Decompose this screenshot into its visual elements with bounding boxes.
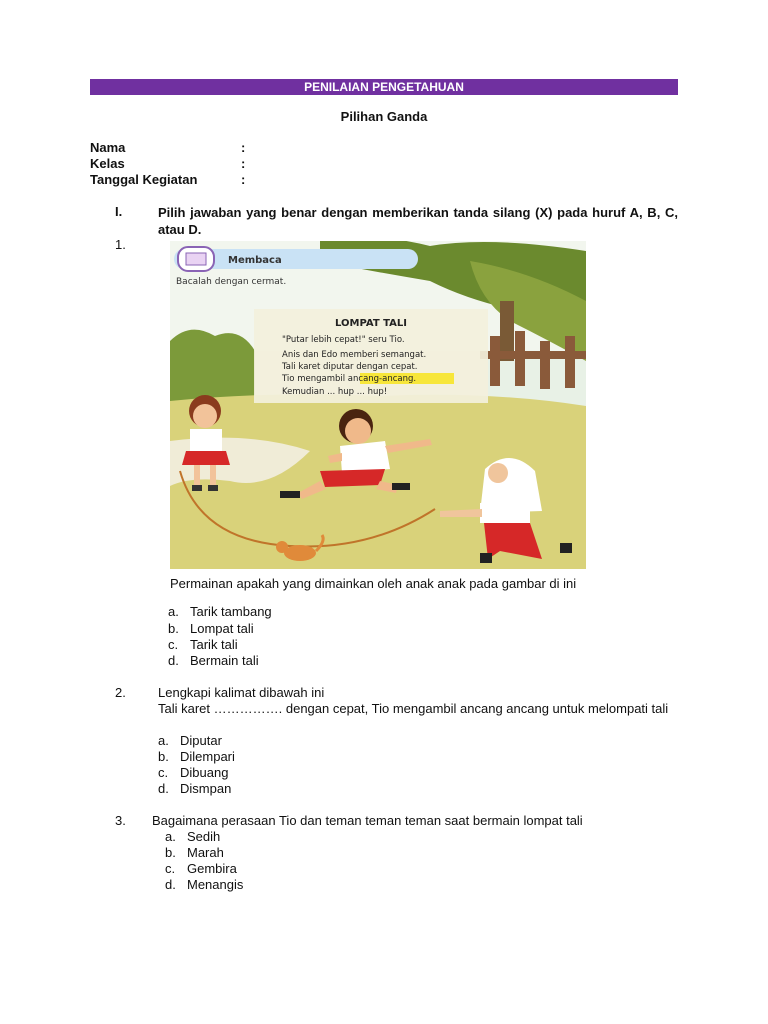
option-text: Dibuang bbox=[180, 765, 229, 780]
story-line-2: Anis dan Edo memberi semangat. bbox=[282, 350, 427, 360]
option-letter: a. bbox=[168, 604, 179, 619]
option-letter: a. bbox=[158, 733, 169, 748]
option-letter: b. bbox=[168, 621, 179, 636]
q3-option-b[interactable] bbox=[165, 845, 224, 860]
q2-option-b[interactable] bbox=[158, 749, 235, 764]
option-text: Sedih bbox=[187, 829, 221, 844]
option-text: Bermain tali bbox=[190, 653, 259, 668]
option-letter: c. bbox=[165, 861, 176, 876]
illustration-banner-text: Membaca bbox=[228, 255, 282, 266]
option-text: Diputar bbox=[180, 733, 222, 748]
option-letter: c. bbox=[158, 765, 169, 780]
class-label: Kelas bbox=[90, 156, 125, 171]
name-label: Nama bbox=[90, 140, 126, 155]
question-1-number: 1. bbox=[115, 237, 126, 252]
q1-option-a[interactable] bbox=[168, 604, 272, 619]
story-line-4: Tio mengambil ancang-ancang. bbox=[282, 374, 417, 384]
reading-illustration bbox=[170, 241, 586, 569]
q1-option-c[interactable] bbox=[168, 637, 238, 652]
option-text: Tarik tali bbox=[190, 637, 238, 652]
page-subtitle: Pilihan Ganda bbox=[340, 109, 428, 124]
question-3-text: Bagaimana perasaan Tio dan teman teman teman saat bermain lompat tali bbox=[152, 813, 583, 828]
option-text: Lompat tali bbox=[190, 621, 254, 636]
question-2-sentence: Tali karet ……………. dengan cepat, Tio mengambil ancang ancang untuk melompati tali bbox=[158, 701, 669, 716]
option-text: Dismpan bbox=[180, 781, 232, 796]
option-letter: d. bbox=[168, 653, 179, 668]
q2-option-d[interactable] bbox=[158, 781, 231, 796]
story-line-1: "Putar lebih cepat!" seru Tio. bbox=[282, 335, 405, 345]
option-letter: b. bbox=[158, 749, 169, 764]
question-3-number: 3. bbox=[115, 813, 126, 828]
date-colon: : bbox=[241, 172, 246, 187]
option-text: Gembira bbox=[187, 861, 237, 876]
illustration-caption: Bacalah dengan cermat. bbox=[176, 277, 287, 287]
option-text: Menangis bbox=[187, 877, 244, 892]
option-text: Marah bbox=[187, 845, 224, 860]
option-letter: c. bbox=[168, 637, 179, 652]
question-2-text: Lengkapi kalimat dibawah ini bbox=[158, 685, 325, 700]
class-colon: : bbox=[241, 156, 246, 171]
option-letter: b. bbox=[165, 845, 176, 860]
q3-option-d[interactable] bbox=[165, 877, 243, 892]
story-line-5: Kemudian ... hup ... hup! bbox=[282, 387, 388, 397]
option-letter: d. bbox=[165, 877, 176, 892]
section-banner: PENILAIAN PENGETAHUAN bbox=[90, 79, 678, 95]
q3-option-a[interactable] bbox=[165, 829, 220, 844]
q2-option-a[interactable] bbox=[158, 733, 222, 748]
option-letter: d. bbox=[158, 781, 169, 796]
q3-option-c[interactable] bbox=[165, 861, 237, 876]
question-2-number: 2. bbox=[115, 685, 126, 700]
q2-option-c[interactable] bbox=[158, 765, 228, 780]
q1-option-d[interactable] bbox=[168, 653, 259, 668]
section-number: I. bbox=[115, 204, 123, 219]
q1-option-b[interactable] bbox=[168, 621, 254, 636]
option-text: Tarik tambang bbox=[190, 604, 272, 619]
story-title: LOMPAT TALI bbox=[334, 318, 408, 329]
story-line-3: Tali karet diputar dengan cepat. bbox=[282, 362, 418, 372]
option-letter: a. bbox=[165, 829, 176, 844]
date-label: Tanggal Kegiatan bbox=[90, 172, 198, 187]
question-1-text: Permainan apakah yang dimainkan oleh anak anak pada gambar di ini bbox=[170, 576, 577, 591]
name-colon: : bbox=[241, 140, 246, 155]
option-text: Dilempari bbox=[180, 749, 235, 764]
section-instruction: Pilih jawaban yang benar dengan memberikan tanda silang (X) pada huruf A, B, C, atau D. bbox=[158, 205, 678, 237]
